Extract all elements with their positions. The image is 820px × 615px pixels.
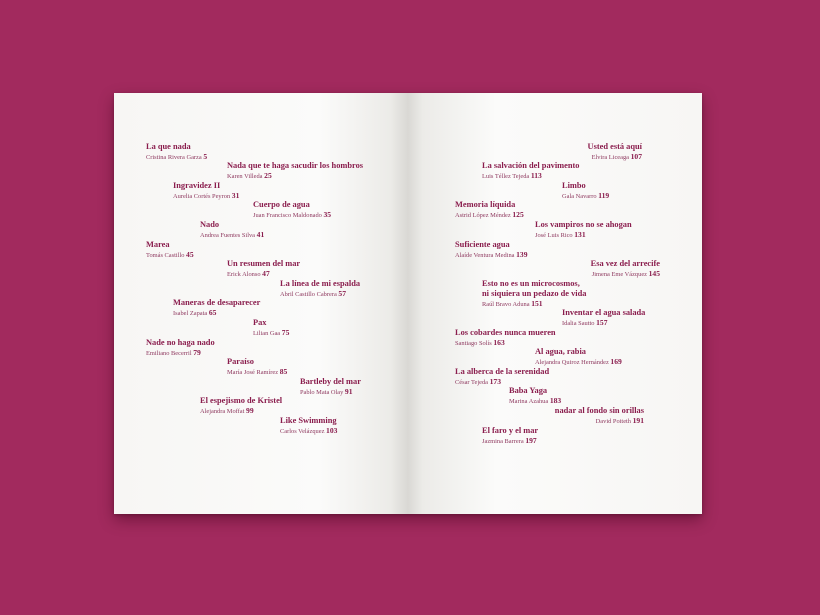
entry-title: Cuerpo de agua: [253, 200, 310, 209]
entry-author: Astrid López Méndez 125: [455, 210, 524, 219]
toc-entry: [455, 367, 549, 387]
entry-author: Jimena Eme Vázquez 145: [591, 269, 660, 278]
entry-author: David Poiteth 191: [595, 416, 644, 425]
entry-author: Carlos Velázquez 103: [280, 426, 338, 435]
entry-page-number: 103: [326, 426, 338, 435]
entry-page-number: 57: [338, 289, 346, 298]
entry-page-number: 131: [574, 230, 586, 239]
entry-page-number: 75: [281, 328, 290, 337]
entry-author: Alaíde Ventura Medina 139: [455, 250, 528, 259]
entry-title: La alberca de la serenidad: [455, 367, 550, 376]
entry-page-number: 107: [630, 152, 642, 161]
entry-title: Bartleby del mar: [300, 377, 361, 386]
entry-page-number: 41: [256, 230, 265, 239]
entry-page-number: 183: [549, 396, 562, 405]
entry-page-number: 197: [525, 436, 537, 445]
entry-page-number: 125: [512, 210, 524, 219]
toc-entry: [253, 200, 331, 220]
entry-author: Idalia Sautto 157: [562, 318, 608, 327]
entry-page-number: 31: [231, 191, 240, 200]
entry-title: Usted está aquí: [587, 142, 642, 151]
right-page: [408, 93, 702, 514]
entry-page-number: 25: [264, 171, 272, 180]
entry-title: Inventar el agua salada: [562, 308, 646, 317]
toc-entry: [173, 298, 260, 318]
left-page: [114, 93, 408, 514]
toc-entry: [482, 426, 538, 446]
entry-author: María José Ramírez 85: [227, 367, 288, 376]
entry-page-number: 85: [279, 367, 288, 376]
entry-author: Santiago Solís 163: [455, 338, 505, 347]
entry-author: Gala Navarro 119: [562, 191, 610, 200]
entry-author: Alejandra Quiroz Hernández 169: [535, 357, 622, 366]
entry-page-number: 99: [246, 406, 254, 415]
toc-entry: [280, 279, 360, 299]
entry-author: Raúl Bravo Aduna 151: [482, 299, 543, 308]
entry-title: Nade no haga nado: [146, 338, 215, 347]
entry-author: Luis Téllez Tejeda 113: [482, 171, 542, 180]
entry-title: Paraíso: [227, 357, 254, 366]
toc-entry: [555, 406, 644, 426]
toc-entry: [227, 259, 300, 279]
entry-author: Marina Azahua 183: [509, 396, 562, 405]
entry-title: Maneras de desaparecer: [173, 298, 261, 307]
entry-author: Aurelia Cortés Peyron 31: [173, 191, 240, 200]
entry-author: Alejandra Moffat 99: [200, 406, 254, 415]
entry-page-number: 157: [596, 318, 608, 327]
entry-page-number: 169: [610, 357, 622, 366]
entry-title: Esto no es un microcosmos,: [482, 279, 580, 288]
toc-entry: [455, 200, 524, 220]
entry-author: Juan Francisco Maldonado 35: [253, 210, 332, 219]
entry-title: Baba Yaga: [509, 386, 548, 395]
open-book: [114, 93, 702, 514]
entry-page-number: 79: [193, 348, 201, 357]
toc-entry: [455, 240, 528, 260]
entry-author: Karen Villeda 25: [227, 171, 272, 180]
entry-title: La salvación del pavimento: [482, 161, 580, 170]
entry-page-number: 45: [186, 250, 194, 259]
entry-page-number: 35: [323, 210, 332, 219]
entry-page-number: 65: [208, 308, 217, 317]
entry-page-number: 173: [489, 377, 501, 386]
entry-title: Limbo: [562, 181, 586, 190]
entry-author: José Luis Rico 131: [535, 230, 586, 239]
entry-title: nadar al fondo sin orillas: [554, 406, 644, 415]
toc-entry: [482, 161, 579, 181]
toc-entry: [146, 240, 194, 260]
entry-page-number: 47: [262, 269, 270, 278]
entry-title: Memoria líquida: [455, 200, 516, 209]
toc-entry: [200, 220, 264, 240]
entry-author: Lilian Gaa 75: [253, 328, 290, 337]
entry-title: Ingravidez II: [173, 181, 221, 190]
entry-title: La que nada: [146, 142, 191, 151]
entry-title: La línea de mi espalda: [280, 279, 361, 288]
entry-author: Isabel Zapata 65: [173, 308, 217, 317]
entry-title: Un resumen del mar: [227, 259, 301, 268]
entry-page-number: 113: [530, 171, 542, 180]
entry-author: Andrea Fuentes Silva 41: [200, 230, 265, 239]
entry-author: Cristina Rivera Garza 5: [146, 152, 208, 161]
entry-page-number: 151: [531, 299, 543, 308]
toc-entry: [173, 181, 239, 201]
toc-entry: [455, 328, 556, 348]
toc-entry: [535, 347, 622, 367]
entry-page-number: 91: [344, 387, 353, 396]
toc-entry: [253, 318, 289, 338]
entry-author: César Tejeda 173: [455, 377, 501, 386]
entry-page-number: 145: [648, 269, 660, 278]
entry-page-number: 119: [598, 191, 610, 200]
toc-entry: [227, 161, 363, 181]
entry-title-line-2: ni siquiera un pedazo de vida: [482, 289, 587, 298]
entry-author: Emiliano Becerril 79: [146, 348, 201, 357]
toc-entry: [146, 142, 207, 162]
toc-entry: [200, 396, 282, 416]
toc-entry: [509, 386, 561, 406]
entry-title: Nado: [200, 220, 220, 229]
toc-entry: [300, 377, 361, 397]
entry-page-number: 163: [493, 338, 505, 347]
toc-entry: [280, 416, 337, 436]
toc-entry: [562, 308, 645, 328]
toc-entry: [562, 181, 609, 201]
toc-entry: [227, 357, 287, 377]
entry-author: Jazmina Barrera 197: [482, 436, 537, 445]
entry-title: Al agua, rabia: [535, 347, 586, 356]
entry-title: Marea: [146, 240, 170, 249]
toc-entry: [588, 142, 642, 162]
entry-page-number: 191: [632, 416, 644, 425]
entry-page-number: 5: [203, 152, 208, 161]
entry-author: Abril Castillo Cabrera 57: [280, 289, 346, 298]
entry-title: Pax: [253, 318, 267, 327]
entry-title: Esa vez del arrecife: [590, 259, 660, 268]
entry-author: Erick Alonso 47: [227, 269, 270, 278]
entry-title: Los cobardes nunca mueren: [455, 328, 556, 337]
entry-title: Like Swimming: [280, 416, 337, 425]
toc-entry: [146, 338, 215, 358]
entry-title: Nada que te haga sacudir los hombros: [227, 161, 364, 170]
entry-author: Elvira Liceaga 107: [591, 152, 642, 161]
toc-entry: [535, 220, 632, 240]
entry-title: Suficiente agua: [455, 240, 510, 249]
entry-author: Pablo Mata Olay 91: [300, 387, 353, 396]
entry-author: Tomás Castillo 45: [146, 250, 194, 259]
toc-entry: [591, 259, 660, 279]
entry-title: El espejismo de Kristel: [200, 396, 283, 405]
toc-entry: [482, 279, 586, 309]
entry-title: Los vampiros no se ahogan: [535, 220, 632, 229]
entry-title: El faro y el mar: [482, 426, 539, 435]
entry-page-number: 139: [516, 250, 528, 259]
